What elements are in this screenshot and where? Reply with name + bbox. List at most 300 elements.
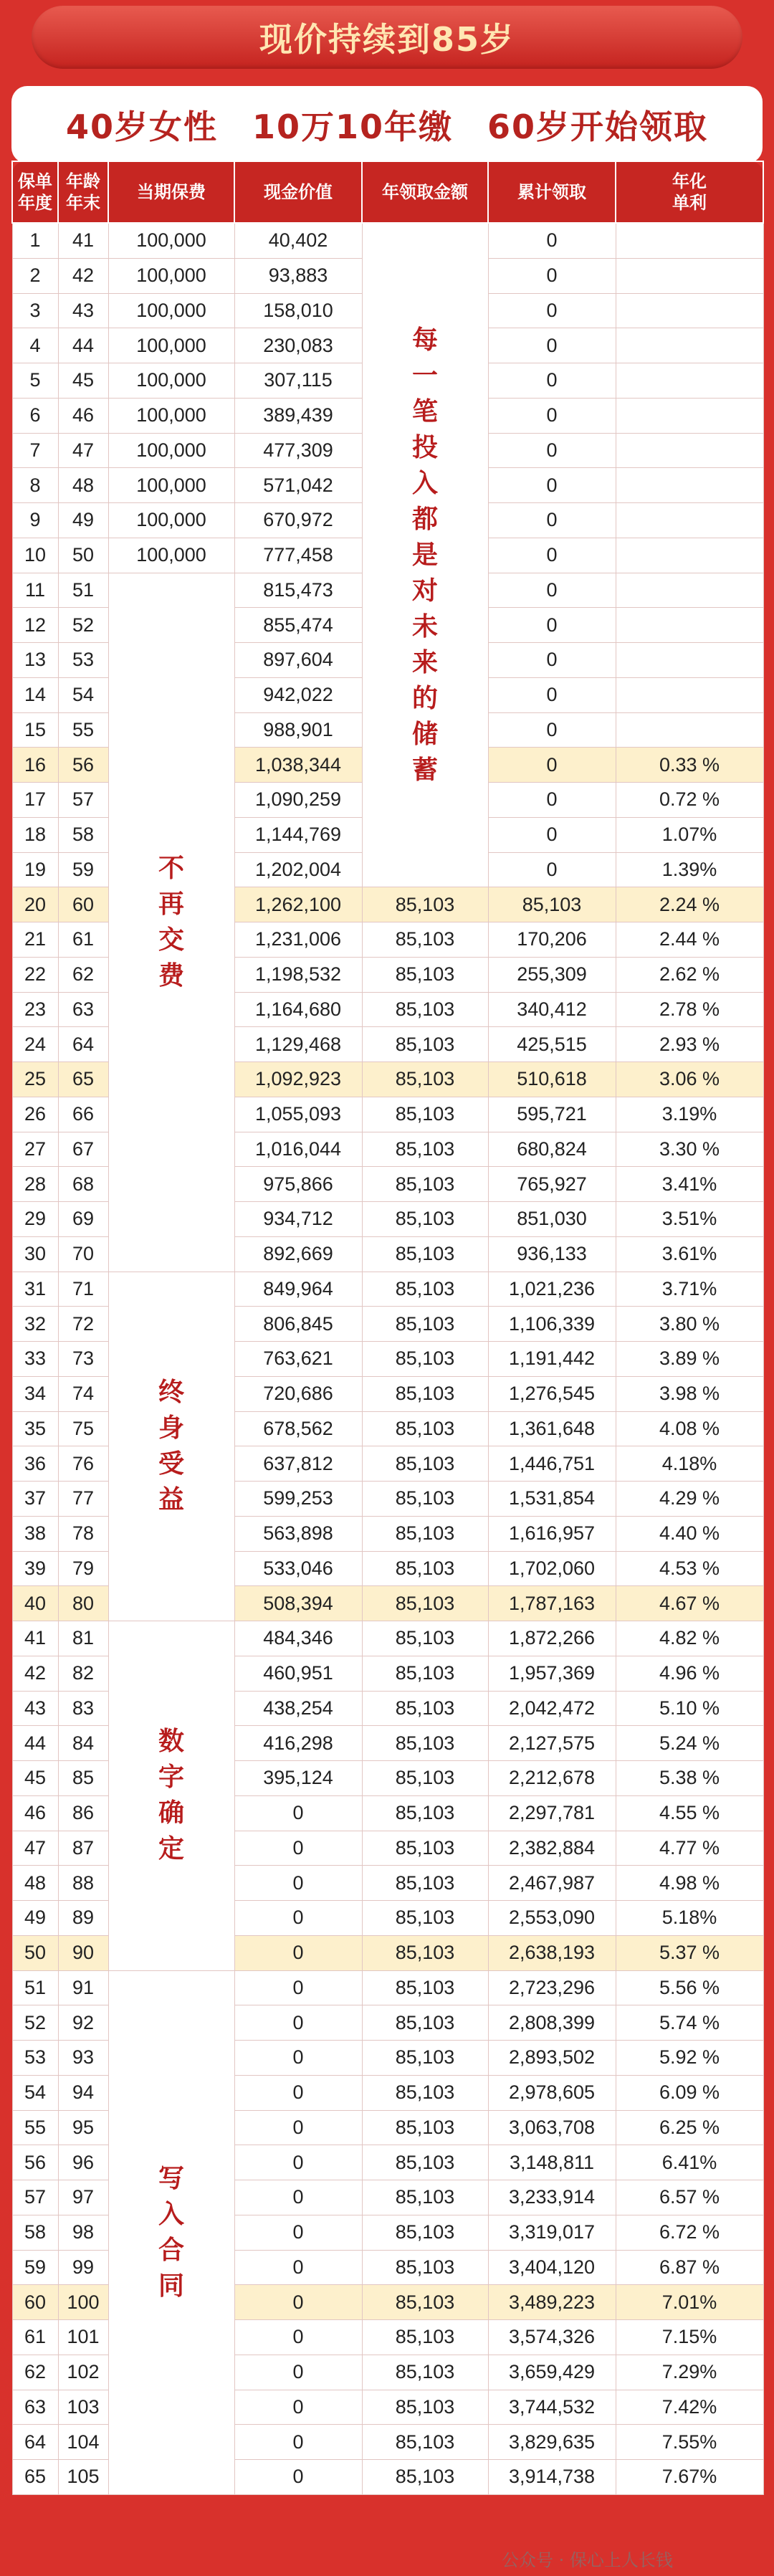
cell-cash-value: 1,202,004 bbox=[234, 852, 362, 887]
cell-cumulative-payout: 0 bbox=[488, 433, 616, 468]
cell-cash-value: 508,394 bbox=[234, 1586, 362, 1621]
cell-policy-year: 27 bbox=[12, 1132, 58, 1167]
cell-cash-value: 533,046 bbox=[234, 1551, 362, 1586]
cell-cash-value: 158,010 bbox=[234, 293, 362, 328]
cell-policy-year: 19 bbox=[12, 852, 58, 887]
cell-annual-rate bbox=[616, 677, 763, 712]
cell-cumulative-payout: 0 bbox=[488, 817, 616, 852]
cell-age: 88 bbox=[58, 1866, 108, 1901]
cell-cumulative-payout: 3,233,914 bbox=[488, 2180, 616, 2215]
cell-annual-rate bbox=[616, 503, 763, 538]
cell-premium: 100,000 bbox=[108, 538, 234, 573]
cell-cumulative-payout: 0 bbox=[488, 293, 616, 328]
cell-cash-value: 0 bbox=[234, 2460, 362, 2495]
cell-cumulative-payout: 170,206 bbox=[488, 922, 616, 958]
cell-policy-year: 21 bbox=[12, 922, 58, 958]
cell-annual-rate: 0.33 % bbox=[616, 748, 763, 783]
cell-annual-rate: 7.01% bbox=[616, 2285, 763, 2320]
cell-policy-year: 57 bbox=[12, 2180, 58, 2215]
cell-age: 64 bbox=[58, 1027, 108, 1062]
cell-policy-year: 30 bbox=[12, 1236, 58, 1272]
cell-age: 51 bbox=[58, 573, 108, 608]
cell-age: 42 bbox=[58, 258, 108, 293]
cell-policy-year: 13 bbox=[12, 643, 58, 678]
cell-age: 84 bbox=[58, 1726, 108, 1761]
cell-cumulative-payout: 85,103 bbox=[488, 887, 616, 922]
cell-age: 95 bbox=[58, 2110, 108, 2145]
cell-age: 68 bbox=[58, 1167, 108, 1202]
cell-annual-rate: 4.55 % bbox=[616, 1795, 763, 1831]
cell-cash-value: 892,669 bbox=[234, 1236, 362, 1272]
cell-annual-payout: 85,103 bbox=[362, 2005, 488, 2041]
cell-cash-value: 460,951 bbox=[234, 1656, 362, 1691]
cell-annual-payout: 85,103 bbox=[362, 1551, 488, 1586]
cell-annual-payout: 85,103 bbox=[362, 922, 488, 958]
cell-age: 93 bbox=[58, 2041, 108, 2076]
cell-policy-year: 48 bbox=[12, 1866, 58, 1901]
cell-cumulative-payout: 2,297,781 bbox=[488, 1795, 616, 1831]
cell-cash-value: 0 bbox=[234, 2005, 362, 2041]
cell-annual-rate: 3.30 % bbox=[616, 1132, 763, 1167]
cell-cash-value: 815,473 bbox=[234, 573, 362, 608]
cell-policy-year: 14 bbox=[12, 677, 58, 712]
cell-annual-rate: 4.98 % bbox=[616, 1866, 763, 1901]
cell-annual-rate: 5.92 % bbox=[616, 2041, 763, 2076]
cell-age: 46 bbox=[58, 398, 108, 433]
cell-cumulative-payout: 851,030 bbox=[488, 1202, 616, 1237]
cell-age: 83 bbox=[58, 1691, 108, 1726]
cell-annual-rate: 4.40 % bbox=[616, 1516, 763, 1551]
cell-policy-year: 54 bbox=[12, 2075, 58, 2110]
cell-cumulative-payout: 2,382,884 bbox=[488, 1831, 616, 1866]
cell-policy-year: 58 bbox=[12, 2215, 58, 2250]
cell-annual-rate: 1.07% bbox=[616, 817, 763, 852]
cell-annual-payout: 85,103 bbox=[362, 1482, 488, 1517]
cell-cumulative-payout: 765,927 bbox=[488, 1167, 616, 1202]
cell-annual-payout: 85,103 bbox=[362, 1795, 488, 1831]
cell-cash-value: 0 bbox=[234, 2355, 362, 2390]
cell-cumulative-payout: 2,723,296 bbox=[488, 1970, 616, 2005]
cell-cumulative-payout: 3,063,708 bbox=[488, 2110, 616, 2145]
cell-annual-payout: 85,103 bbox=[362, 1097, 488, 1132]
cell-policy-year: 46 bbox=[12, 1795, 58, 1831]
cell-cumulative-payout: 2,042,472 bbox=[488, 1691, 616, 1726]
merged-note-text: 终身受益 bbox=[158, 1377, 184, 1514]
cell-annual-rate bbox=[616, 433, 763, 468]
cell-annual-payout: 85,103 bbox=[362, 2215, 488, 2250]
cell-annual-rate: 5.10 % bbox=[616, 1691, 763, 1726]
cell-annual-payout: 85,103 bbox=[362, 1062, 488, 1097]
cell-cumulative-payout: 0 bbox=[488, 363, 616, 399]
cell-policy-year: 11 bbox=[12, 573, 58, 608]
cell-annual-payout: 85,103 bbox=[362, 2041, 488, 2076]
cell-age: 45 bbox=[58, 363, 108, 399]
cell-policy-year: 22 bbox=[12, 957, 58, 992]
cell-annual-payout: 85,103 bbox=[362, 1516, 488, 1551]
cell-cash-value: 395,124 bbox=[234, 1761, 362, 1796]
cell-policy-year: 55 bbox=[12, 2110, 58, 2145]
cell-policy-year: 53 bbox=[12, 2041, 58, 2076]
cell-policy-year: 7 bbox=[12, 433, 58, 468]
cell-annual-rate: 2.62 % bbox=[616, 957, 763, 992]
cell-annual-rate: 4.18% bbox=[616, 1446, 763, 1482]
table-row bbox=[12, 1970, 763, 2005]
cell-policy-year: 4 bbox=[12, 328, 58, 363]
cell-policy-year: 63 bbox=[12, 2390, 58, 2425]
cell-age: 98 bbox=[58, 2215, 108, 2250]
cell-policy-year: 36 bbox=[12, 1446, 58, 1482]
cell-cash-value: 763,621 bbox=[234, 1342, 362, 1377]
cell-policy-year: 20 bbox=[12, 887, 58, 922]
cell-annual-rate: 3.51% bbox=[616, 1202, 763, 1237]
cell-cash-value: 599,253 bbox=[234, 1482, 362, 1517]
cell-age: 104 bbox=[58, 2425, 108, 2460]
cell-cumulative-payout: 3,914,738 bbox=[488, 2460, 616, 2495]
cell-cumulative-payout: 2,467,987 bbox=[488, 1866, 616, 1901]
header-cash-value: 现金价值 bbox=[234, 161, 362, 223]
cell-cash-value: 1,016,044 bbox=[234, 1132, 362, 1167]
merged-note-text: 不再交费 bbox=[158, 853, 184, 991]
cell-age: 89 bbox=[58, 1901, 108, 1936]
merged-note-premium bbox=[108, 1970, 234, 2494]
cell-cumulative-payout: 1,276,545 bbox=[488, 1376, 616, 1411]
cell-policy-year: 62 bbox=[12, 2355, 58, 2390]
cell-annual-rate: 6.41% bbox=[616, 2145, 763, 2180]
cell-policy-year: 33 bbox=[12, 1342, 58, 1377]
cell-annual-rate bbox=[616, 223, 763, 258]
cell-cash-value: 897,604 bbox=[234, 643, 362, 678]
page-subtitle: 40岁女性 10万10年缴 60岁开始领取 bbox=[65, 108, 709, 146]
cell-cumulative-payout: 0 bbox=[488, 398, 616, 433]
cell-cash-value: 849,964 bbox=[234, 1272, 362, 1307]
cell-age: 103 bbox=[58, 2390, 108, 2425]
cell-cash-value: 40,402 bbox=[234, 223, 362, 258]
cell-age: 55 bbox=[58, 712, 108, 748]
cell-policy-year: 40 bbox=[12, 1586, 58, 1621]
cell-cumulative-payout: 1,787,163 bbox=[488, 1586, 616, 1621]
cell-policy-year: 49 bbox=[12, 1901, 58, 1936]
cell-cumulative-payout: 1,446,751 bbox=[488, 1446, 616, 1482]
cell-annual-rate bbox=[616, 712, 763, 748]
cell-policy-year: 47 bbox=[12, 1831, 58, 1866]
cell-annual-rate bbox=[616, 293, 763, 328]
cell-annual-payout: 85,103 bbox=[362, 1446, 488, 1482]
cell-policy-year: 16 bbox=[12, 748, 58, 783]
cell-annual-payout: 85,103 bbox=[362, 2460, 488, 2495]
cell-cash-value: 1,231,006 bbox=[234, 922, 362, 958]
cell-cumulative-payout: 0 bbox=[488, 677, 616, 712]
cell-annual-rate: 7.42% bbox=[616, 2390, 763, 2425]
cell-cumulative-payout: 3,744,532 bbox=[488, 2390, 616, 2425]
cell-annual-payout: 85,103 bbox=[362, 1935, 488, 1970]
cell-premium: 100,000 bbox=[108, 398, 234, 433]
cell-annual-rate: 6.87 % bbox=[616, 2250, 763, 2285]
cell-cash-value: 307,115 bbox=[234, 363, 362, 399]
cell-annual-rate: 5.74 % bbox=[616, 2005, 763, 2041]
cell-age: 74 bbox=[58, 1376, 108, 1411]
cell-cumulative-payout: 1,616,957 bbox=[488, 1516, 616, 1551]
cell-policy-year: 6 bbox=[12, 398, 58, 433]
cell-policy-year: 28 bbox=[12, 1167, 58, 1202]
cell-cash-value: 1,164,680 bbox=[234, 992, 362, 1027]
cell-cumulative-payout: 0 bbox=[488, 503, 616, 538]
cell-cash-value: 0 bbox=[234, 2285, 362, 2320]
merged-note-text: 每一笔投入都是对未来的储蓄 bbox=[411, 325, 438, 785]
cell-annual-payout: 85,103 bbox=[362, 2320, 488, 2355]
cell-annual-payout: 85,103 bbox=[362, 992, 488, 1027]
cell-premium: 100,000 bbox=[108, 293, 234, 328]
cell-cumulative-payout: 3,574,326 bbox=[488, 2320, 616, 2355]
cell-cash-value: 0 bbox=[234, 1970, 362, 2005]
page-title: 现价持续到85岁 bbox=[259, 20, 515, 59]
cell-cumulative-payout: 2,808,399 bbox=[488, 2005, 616, 2041]
cell-annual-payout: 85,103 bbox=[362, 1586, 488, 1621]
cell-annual-rate bbox=[616, 363, 763, 399]
benefit-table-wrapper bbox=[11, 161, 763, 2495]
table-row bbox=[12, 1272, 763, 1307]
cell-policy-year: 24 bbox=[12, 1027, 58, 1062]
cell-policy-year: 45 bbox=[12, 1761, 58, 1796]
cell-age: 53 bbox=[58, 643, 108, 678]
cell-cash-value: 0 bbox=[234, 1935, 362, 1970]
cell-cumulative-payout: 510,618 bbox=[488, 1062, 616, 1097]
cell-cash-value: 0 bbox=[234, 2180, 362, 2215]
cell-cash-value: 0 bbox=[234, 1795, 362, 1831]
cell-policy-year: 26 bbox=[12, 1097, 58, 1132]
cell-age: 81 bbox=[58, 1621, 108, 1656]
cell-annual-payout: 85,103 bbox=[362, 1691, 488, 1726]
cell-annual-payout: 85,103 bbox=[362, 1307, 488, 1342]
cell-cash-value: 806,845 bbox=[234, 1307, 362, 1342]
cell-policy-year: 12 bbox=[12, 608, 58, 643]
cell-cash-value: 934,712 bbox=[234, 1202, 362, 1237]
cell-age: 44 bbox=[58, 328, 108, 363]
cell-annual-rate: 0.72 % bbox=[616, 783, 763, 818]
cell-annual-rate: 5.38 % bbox=[616, 1761, 763, 1796]
cell-annual-rate: 6.25 % bbox=[616, 2110, 763, 2145]
cell-cash-value: 1,055,093 bbox=[234, 1097, 362, 1132]
cell-annual-rate: 7.29% bbox=[616, 2355, 763, 2390]
cell-age: 69 bbox=[58, 1202, 108, 1237]
cell-age: 99 bbox=[58, 2250, 108, 2285]
header-premium: 当期保费 bbox=[108, 161, 234, 223]
cell-annual-payout: 85,103 bbox=[362, 1866, 488, 1901]
cell-cash-value: 0 bbox=[234, 2075, 362, 2110]
cell-annual-rate: 6.57 % bbox=[616, 2180, 763, 2215]
cell-policy-year: 59 bbox=[12, 2250, 58, 2285]
cell-annual-rate: 7.55% bbox=[616, 2425, 763, 2460]
cell-policy-year: 39 bbox=[12, 1551, 58, 1586]
cell-age: 56 bbox=[58, 748, 108, 783]
cell-cash-value: 93,883 bbox=[234, 258, 362, 293]
cell-annual-rate: 3.41% bbox=[616, 1167, 763, 1202]
cell-cumulative-payout: 595,721 bbox=[488, 1097, 616, 1132]
cell-age: 50 bbox=[58, 538, 108, 573]
cell-annual-payout: 85,103 bbox=[362, 1132, 488, 1167]
cell-cumulative-payout: 2,553,090 bbox=[488, 1901, 616, 1936]
cell-premium: 100,000 bbox=[108, 328, 234, 363]
cell-cash-value: 1,090,259 bbox=[234, 783, 362, 818]
cell-age: 61 bbox=[58, 922, 108, 958]
cell-cash-value: 416,298 bbox=[234, 1726, 362, 1761]
cell-cash-value: 1,262,100 bbox=[234, 887, 362, 922]
cell-cumulative-payout: 2,127,575 bbox=[488, 1726, 616, 1761]
cell-cumulative-payout: 0 bbox=[488, 643, 616, 678]
cell-cumulative-payout: 1,021,236 bbox=[488, 1272, 616, 1307]
cell-cumulative-payout: 0 bbox=[488, 712, 616, 748]
cell-cumulative-payout: 1,361,648 bbox=[488, 1411, 616, 1446]
header-annual-payout: 年领取金额 bbox=[362, 161, 488, 223]
cell-cash-value: 1,092,923 bbox=[234, 1062, 362, 1097]
cell-age: 58 bbox=[58, 817, 108, 852]
cell-policy-year: 8 bbox=[12, 468, 58, 503]
cell-cash-value: 855,474 bbox=[234, 608, 362, 643]
cell-policy-year: 1 bbox=[12, 223, 58, 258]
cell-cumulative-payout: 0 bbox=[488, 538, 616, 573]
cell-cash-value: 0 bbox=[234, 1831, 362, 1866]
cell-age: 60 bbox=[58, 887, 108, 922]
table-header-row bbox=[12, 161, 763, 223]
cell-cumulative-payout: 255,309 bbox=[488, 957, 616, 992]
cell-age: 94 bbox=[58, 2075, 108, 2110]
cell-annual-payout: 85,103 bbox=[362, 1411, 488, 1446]
cell-age: 65 bbox=[58, 1062, 108, 1097]
header-annual-rate: 年化 单利 bbox=[616, 161, 763, 223]
header-cumulative-payout: 累计领取 bbox=[488, 161, 616, 223]
cell-policy-year: 64 bbox=[12, 2425, 58, 2460]
cell-age: 63 bbox=[58, 992, 108, 1027]
cell-premium: 100,000 bbox=[108, 363, 234, 399]
cell-annual-payout: 85,103 bbox=[362, 2425, 488, 2460]
header-age: 年龄 年末 bbox=[58, 161, 108, 223]
cell-premium: 100,000 bbox=[108, 468, 234, 503]
cell-annual-payout: 85,103 bbox=[362, 1236, 488, 1272]
cell-cumulative-payout: 3,829,635 bbox=[488, 2425, 616, 2460]
cell-annual-payout: 85,103 bbox=[362, 1726, 488, 1761]
cell-annual-rate: 5.18% bbox=[616, 1901, 763, 1936]
cell-cumulative-payout: 2,212,678 bbox=[488, 1761, 616, 1796]
cell-age: 90 bbox=[58, 1935, 108, 1970]
cell-age: 67 bbox=[58, 1132, 108, 1167]
cell-annual-payout: 85,103 bbox=[362, 2145, 488, 2180]
cell-age: 102 bbox=[58, 2355, 108, 2390]
cell-cumulative-payout: 3,319,017 bbox=[488, 2215, 616, 2250]
cell-annual-rate: 3.80 % bbox=[616, 1307, 763, 1342]
cell-premium: 100,000 bbox=[108, 433, 234, 468]
cell-cumulative-payout: 0 bbox=[488, 468, 616, 503]
cell-age: 76 bbox=[58, 1446, 108, 1482]
cell-cumulative-payout: 1,702,060 bbox=[488, 1551, 616, 1586]
cell-annual-payout: 85,103 bbox=[362, 1656, 488, 1691]
cell-age: 80 bbox=[58, 1586, 108, 1621]
cell-annual-rate: 3.71% bbox=[616, 1272, 763, 1307]
benefit-table bbox=[11, 161, 764, 2495]
cell-cash-value: 678,562 bbox=[234, 1411, 362, 1446]
cell-cumulative-payout: 340,412 bbox=[488, 992, 616, 1027]
cell-policy-year: 3 bbox=[12, 293, 58, 328]
cell-annual-rate: 2.44 % bbox=[616, 922, 763, 958]
cell-annual-rate: 3.89 % bbox=[616, 1342, 763, 1377]
cell-annual-rate: 7.67% bbox=[616, 2460, 763, 2495]
cell-cash-value: 0 bbox=[234, 2250, 362, 2285]
cell-cumulative-payout: 1,191,442 bbox=[488, 1342, 616, 1377]
cell-cash-value: 0 bbox=[234, 1866, 362, 1901]
cell-cash-value: 988,901 bbox=[234, 712, 362, 748]
cell-annual-rate bbox=[616, 608, 763, 643]
cell-age: 54 bbox=[58, 677, 108, 712]
cell-annual-rate: 2.93 % bbox=[616, 1027, 763, 1062]
cell-age: 75 bbox=[58, 1411, 108, 1446]
cell-age: 79 bbox=[58, 1551, 108, 1586]
cell-cumulative-payout: 2,893,502 bbox=[488, 2041, 616, 2076]
cell-cumulative-payout: 0 bbox=[488, 328, 616, 363]
merged-note-text: 写入合同 bbox=[158, 2163, 184, 2301]
cell-cash-value: 563,898 bbox=[234, 1516, 362, 1551]
cell-age: 59 bbox=[58, 852, 108, 887]
cell-policy-year: 52 bbox=[12, 2005, 58, 2041]
cell-premium: 100,000 bbox=[108, 258, 234, 293]
title-banner bbox=[32, 6, 742, 69]
cell-cumulative-payout: 3,659,429 bbox=[488, 2355, 616, 2390]
cell-cash-value: 438,254 bbox=[234, 1691, 362, 1726]
watermark: 公众号 · 保心上人长钱 bbox=[502, 2550, 673, 2570]
cell-annual-payout: 85,103 bbox=[362, 1027, 488, 1062]
cell-cumulative-payout: 1,106,339 bbox=[488, 1307, 616, 1342]
cell-premium: 100,000 bbox=[108, 223, 234, 258]
cell-policy-year: 51 bbox=[12, 1970, 58, 2005]
cell-policy-year: 25 bbox=[12, 1062, 58, 1097]
cell-annual-rate bbox=[616, 258, 763, 293]
merged-note-premium bbox=[108, 1272, 234, 1621]
cell-annual-payout: 85,103 bbox=[362, 1342, 488, 1377]
cell-cumulative-payout: 0 bbox=[488, 573, 616, 608]
cell-age: 48 bbox=[58, 468, 108, 503]
cell-annual-rate: 4.82 % bbox=[616, 1621, 763, 1656]
cell-annual-payout: 85,103 bbox=[362, 2355, 488, 2390]
cell-annual-payout: 85,103 bbox=[362, 1761, 488, 1796]
cell-policy-year: 5 bbox=[12, 363, 58, 399]
cell-age: 78 bbox=[58, 1516, 108, 1551]
cell-cumulative-payout: 2,978,605 bbox=[488, 2075, 616, 2110]
cell-policy-year: 29 bbox=[12, 1202, 58, 1237]
cell-annual-payout: 85,103 bbox=[362, 957, 488, 992]
cell-cumulative-payout: 0 bbox=[488, 258, 616, 293]
cell-cumulative-payout: 0 bbox=[488, 783, 616, 818]
cell-annual-payout: 85,103 bbox=[362, 2285, 488, 2320]
header-policy-year: 保单 年度 bbox=[12, 161, 58, 223]
merged-note-annuity bbox=[362, 223, 488, 887]
cell-annual-payout: 85,103 bbox=[362, 1621, 488, 1656]
cell-age: 87 bbox=[58, 1831, 108, 1866]
cell-annual-rate: 2.78 % bbox=[616, 992, 763, 1027]
cell-age: 105 bbox=[58, 2460, 108, 2495]
cell-age: 71 bbox=[58, 1272, 108, 1307]
cell-annual-payout: 85,103 bbox=[362, 1901, 488, 1936]
cell-age: 52 bbox=[58, 608, 108, 643]
cell-policy-year: 9 bbox=[12, 503, 58, 538]
cell-cash-value: 1,144,769 bbox=[234, 817, 362, 852]
cell-annual-rate: 3.06 % bbox=[616, 1062, 763, 1097]
cell-annual-payout: 85,103 bbox=[362, 1831, 488, 1866]
cell-annual-rate: 4.08 % bbox=[616, 1411, 763, 1446]
cell-annual-rate: 6.09 % bbox=[616, 2075, 763, 2110]
cell-annual-payout: 85,103 bbox=[362, 1202, 488, 1237]
cell-policy-year: 23 bbox=[12, 992, 58, 1027]
cell-age: 86 bbox=[58, 1795, 108, 1831]
cell-annual-rate: 1.39% bbox=[616, 852, 763, 887]
cell-policy-year: 61 bbox=[12, 2320, 58, 2355]
cell-annual-rate: 4.29 % bbox=[616, 1482, 763, 1517]
